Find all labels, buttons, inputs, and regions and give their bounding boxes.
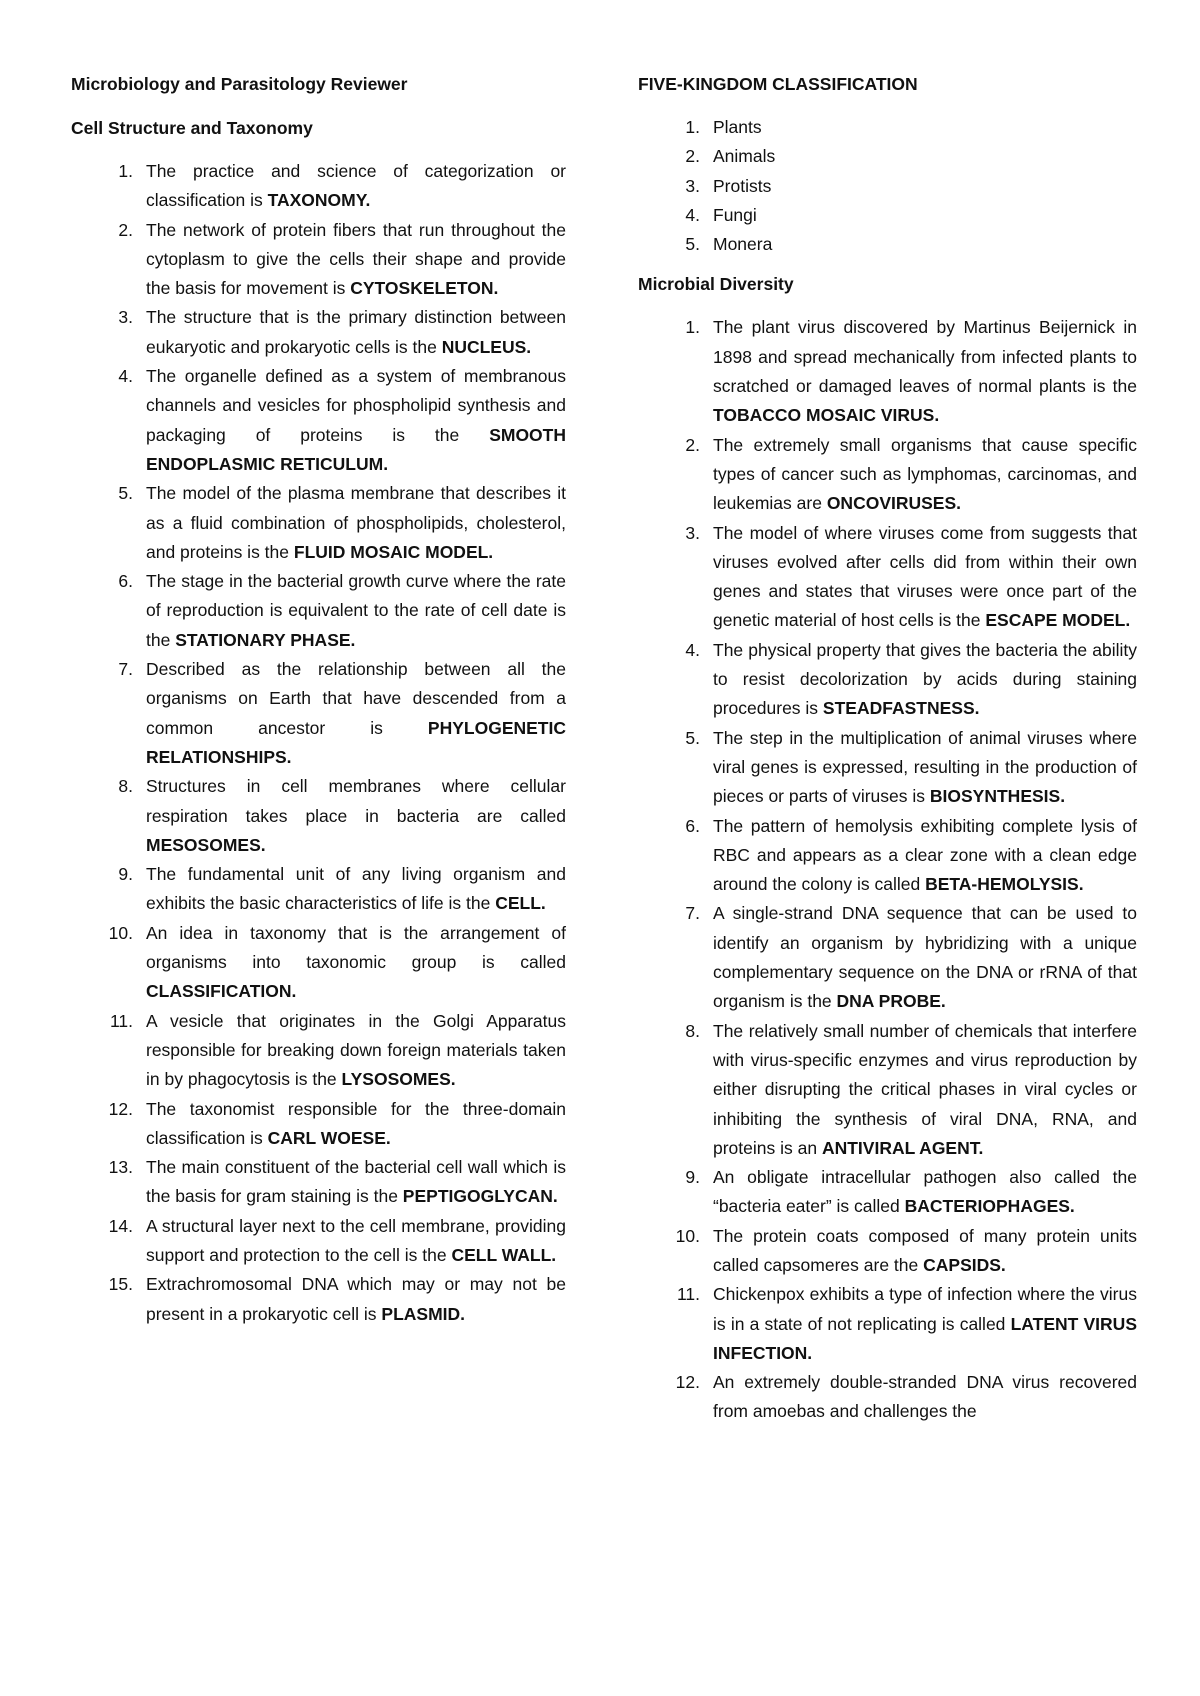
item-number: 10. bbox=[675, 1225, 700, 1246]
item-number: 2. bbox=[685, 434, 700, 455]
item-text bbox=[146, 655, 566, 772]
item-number: 4. bbox=[685, 204, 700, 225]
item-number: 5. bbox=[685, 234, 700, 255]
question-text: The main constituent of the bacterial cell wall which is the basis for gram staining is the bbox=[146, 1157, 566, 1207]
item-number: 14. bbox=[108, 1215, 133, 1236]
question-text: Extrachromosomal DNA which may or may not be present in a prokaryotic cell is bbox=[146, 1274, 566, 1324]
list-item bbox=[71, 216, 566, 304]
list-item bbox=[638, 636, 1137, 724]
item-number: 12. bbox=[108, 1098, 133, 1119]
question-text: The model of the plasma membrane that describes it as a fluid combination of phospholipids, cholesterol, and proteins is the bbox=[146, 483, 566, 562]
left-column bbox=[71, 70, 566, 1329]
question-list-cell-structure bbox=[71, 157, 566, 1329]
question-text: A structural layer next to the cell membrane, providing support and protection to the cell is the bbox=[146, 1215, 566, 1265]
item-number: 3. bbox=[685, 175, 700, 196]
item-number: 9. bbox=[118, 864, 133, 885]
answer-text: CLASSIFICATION. bbox=[146, 981, 297, 1002]
item-number: 1. bbox=[685, 117, 700, 137]
list-item bbox=[638, 519, 1137, 636]
item-text bbox=[146, 1007, 566, 1095]
item-number: 2. bbox=[118, 219, 133, 240]
item-text bbox=[713, 1280, 1137, 1368]
question-text: The organelle defined as a system of membranous channels and vesicles for phospholipid synthesis and packaging of proteins is the bbox=[146, 366, 566, 445]
item-text bbox=[146, 1212, 566, 1271]
document-title: Microbiology and Parasitology Reviewer bbox=[71, 74, 408, 94]
list-item bbox=[638, 1017, 1137, 1163]
item-text bbox=[713, 113, 1137, 142]
item-text bbox=[146, 919, 566, 1007]
item-text bbox=[713, 1368, 1137, 1427]
item-text bbox=[146, 479, 566, 567]
question-text: The extremely small organisms that cause specific types of cancer such as lymphomas, carcinomas, and leukemias are bbox=[713, 434, 1137, 514]
list-item bbox=[71, 919, 566, 1007]
item-number: 12. bbox=[675, 1372, 700, 1393]
question-text: The practice and science of categorization or classification is bbox=[146, 161, 566, 211]
item-number: 8. bbox=[685, 1020, 700, 1041]
answer-text: DNA PROBE. bbox=[836, 991, 946, 1012]
section-heading-microbial-diversity: Microbial Diversity bbox=[638, 274, 794, 295]
item-number: 3. bbox=[685, 522, 700, 543]
list-item bbox=[71, 655, 566, 772]
question-text: Fungi bbox=[713, 204, 757, 225]
question-text: The structure that is the primary distinction between eukaryotic and prokaryotic cells is the bbox=[146, 307, 566, 357]
answer-text: CYTOSKELETON. bbox=[350, 278, 499, 299]
question-text: The physical property that gives the bacteria the ability to resist decolorization by acids during staining procedures is bbox=[713, 639, 1137, 719]
question-text: Structures in cell membranes where cellular respiration takes place in bacteria are called bbox=[146, 776, 566, 826]
item-number: 15. bbox=[108, 1274, 133, 1295]
item-number: 1. bbox=[685, 317, 700, 338]
list-item bbox=[638, 899, 1137, 1016]
question-text: An extremely double-stranded DNA virus recovered from amoebas and challenges the bbox=[713, 1372, 1137, 1422]
list-item bbox=[71, 1095, 566, 1154]
item-number: 4. bbox=[685, 639, 700, 660]
list-item bbox=[638, 172, 1137, 201]
list-item bbox=[71, 1212, 566, 1271]
list-item bbox=[71, 479, 566, 567]
question-text: The relatively small number of chemicals that interfere with virus-specific enzymes and virus reproduction by either disrupting the critical phases in viral cycles or inhibiting the synthesis of viral DNA, RNA, and proteins is an bbox=[713, 1020, 1137, 1158]
question-text: Protists bbox=[713, 175, 772, 196]
item-text bbox=[713, 812, 1137, 900]
question-text: Plants bbox=[713, 117, 762, 137]
list-item bbox=[71, 1153, 566, 1212]
item-text bbox=[146, 1270, 566, 1329]
list-item bbox=[71, 157, 566, 216]
item-text bbox=[713, 142, 1137, 171]
item-text bbox=[713, 636, 1137, 724]
answer-text: MESOSOMES. bbox=[146, 834, 266, 855]
item-text bbox=[146, 157, 566, 216]
item-text bbox=[146, 772, 566, 860]
list-item bbox=[638, 113, 1137, 142]
list-item bbox=[638, 313, 1137, 430]
item-text bbox=[146, 860, 566, 919]
item-text bbox=[713, 1163, 1137, 1222]
item-text bbox=[146, 303, 566, 362]
question-text: Chickenpox exhibits a type of infection where the virus is in a state of not replicating is called bbox=[713, 1284, 1137, 1334]
item-text bbox=[146, 216, 566, 304]
question-text: A single-strand DNA sequence that can be used to identify an organism by hybridizing with a unique complementary sequence on the DNA or rRNA of that organism is the bbox=[713, 903, 1137, 1012]
item-number: 11. bbox=[676, 1284, 700, 1305]
item-text bbox=[146, 567, 566, 655]
question-text: Described as the relationship between all the organisms on Earth that have descended from a common ancestor is bbox=[146, 659, 566, 738]
item-text bbox=[713, 1222, 1137, 1281]
list-item bbox=[638, 431, 1137, 519]
question-text: The fundamental unit of any living organism and exhibits the basic characteristics of life is the bbox=[146, 864, 566, 914]
list-item bbox=[638, 230, 1137, 259]
answer-text: CARL WOESE. bbox=[267, 1127, 391, 1148]
item-text bbox=[713, 313, 1137, 430]
list-item bbox=[638, 1163, 1137, 1222]
answer-text: LATENT VIRUS INFECTION. bbox=[713, 1313, 1137, 1363]
answer-text: TOBACCO MOSAIC VIRUS. bbox=[713, 405, 940, 426]
question-text: An obligate intracellular pathogen also called the “bacteria eater” is called bbox=[713, 1167, 1137, 1217]
question-text: The pattern of hemolysis exhibiting complete lysis of RBC and appears as a clear zone with a clean edge around the colony is called bbox=[713, 815, 1137, 895]
item-text bbox=[713, 899, 1137, 1016]
item-number: 5. bbox=[118, 483, 133, 504]
item-text bbox=[146, 362, 566, 479]
item-text bbox=[713, 172, 1137, 201]
answer-text: SMOOTH ENDOPLASMIC RETICULUM. bbox=[146, 424, 566, 474]
list-item bbox=[71, 303, 566, 362]
question-text: A vesicle that originates in the Golgi Apparatus responsible for breaking down foreign materials taken in by phagocytosis is the bbox=[146, 1010, 566, 1090]
answer-text: ANTIVIRAL AGENT. bbox=[821, 1137, 984, 1158]
question-text: The taxonomist responsible for the three-domain classification is bbox=[146, 1098, 566, 1148]
answer-text: STEADFASTNESS. bbox=[822, 698, 980, 719]
list-item bbox=[638, 1368, 1137, 1427]
item-text bbox=[713, 431, 1137, 519]
question-text: Animals bbox=[713, 146, 776, 167]
item-number: 7. bbox=[118, 659, 133, 680]
list-item bbox=[71, 362, 566, 479]
answer-text: CAPSIDS. bbox=[923, 1254, 1006, 1275]
list-item bbox=[638, 1222, 1137, 1281]
list-item bbox=[71, 1270, 566, 1329]
answer-text: PHYLOGENETIC RELATIONSHIPS. bbox=[146, 717, 566, 767]
question-text: The model of where viruses come from suggests that viruses evolved after cells did from within their own genes and states that viruses were once part of the genetic material of host cells is the bbox=[713, 522, 1137, 631]
item-text bbox=[713, 519, 1137, 636]
right-column bbox=[638, 70, 1137, 1427]
item-number: 6. bbox=[118, 571, 133, 592]
item-number: 11. bbox=[109, 1010, 133, 1031]
question-text: The protein coats composed of many protein units called capsomeres are the bbox=[713, 1225, 1137, 1275]
item-text bbox=[146, 1153, 566, 1212]
item-number: 10. bbox=[108, 922, 133, 943]
question-text: The network of protein fibers that run throughout the cytoplasm to give the cells their shape and provide the basis for movement is bbox=[146, 219, 566, 299]
answer-text: BACTERIOPHAGES. bbox=[904, 1196, 1075, 1217]
answer-text: STATIONARY PHASE. bbox=[175, 629, 356, 650]
item-number: 6. bbox=[685, 815, 700, 836]
section-heading-five-kingdom: FIVE-KINGDOM CLASSIFICATION bbox=[638, 74, 918, 94]
question-text: Monera bbox=[713, 234, 773, 255]
item-number: 1. bbox=[118, 161, 133, 181]
answer-text: CELL WALL. bbox=[451, 1244, 557, 1265]
list-item bbox=[638, 1280, 1137, 1368]
item-number: 7. bbox=[685, 903, 700, 924]
item-number: 5. bbox=[685, 727, 700, 748]
list-item bbox=[638, 201, 1137, 230]
answer-text: ONCOVIRUSES. bbox=[826, 493, 962, 514]
question-text: The stage in the bacterial growth curve where the rate of reproduction is equivalent to the rate of cell date is the bbox=[146, 571, 566, 650]
answer-text: BETA-HEMOLYSIS. bbox=[925, 874, 1084, 895]
list-item bbox=[71, 567, 566, 655]
answer-text: NUCLEUS. bbox=[441, 336, 532, 357]
answer-text: LYSOSOMES. bbox=[341, 1069, 456, 1090]
section-heading-cell-structure: Cell Structure and Taxonomy bbox=[71, 118, 313, 138]
item-number: 8. bbox=[118, 776, 133, 797]
item-number: 4. bbox=[118, 366, 133, 387]
answer-text: PLASMID. bbox=[381, 1303, 466, 1324]
list-item bbox=[71, 1007, 566, 1095]
item-number: 13. bbox=[108, 1157, 133, 1178]
answer-text: PEPTIGOGLYCAN. bbox=[402, 1186, 558, 1207]
answer-text: BIOSYNTHESIS. bbox=[929, 786, 1066, 807]
item-number: 2. bbox=[685, 146, 700, 167]
question-text: The plant virus discovered by Martinus Beijernick in 1898 and spread mechanically from infected plants to scratched or damaged leaves of normal plants is the bbox=[713, 317, 1137, 397]
item-text bbox=[713, 724, 1137, 812]
answer-text: CELL. bbox=[495, 893, 546, 914]
kingdom-list bbox=[638, 113, 1137, 259]
item-text bbox=[713, 230, 1137, 259]
item-text bbox=[146, 1095, 566, 1154]
question-text: An idea in taxonomy that is the arrangement of organisms into taxonomic group is called bbox=[146, 922, 566, 973]
item-number: 9. bbox=[685, 1167, 700, 1188]
answer-text: TAXONOMY. bbox=[267, 190, 371, 211]
list-item bbox=[638, 812, 1137, 900]
item-number: 3. bbox=[118, 307, 133, 328]
question-list-microbial-diversity bbox=[638, 313, 1137, 1426]
list-item bbox=[638, 142, 1137, 171]
list-item bbox=[71, 860, 566, 919]
list-item bbox=[638, 724, 1137, 812]
item-text bbox=[713, 1017, 1137, 1163]
item-text bbox=[713, 201, 1137, 230]
answer-text: ESCAPE MODEL. bbox=[985, 610, 1131, 631]
answer-text: FLUID MOSAIC MODEL. bbox=[293, 541, 494, 562]
question-text: The step in the multiplication of animal viruses where viral genes is expressed, resulting in the production of pieces or parts of viruses is bbox=[713, 727, 1137, 807]
list-item bbox=[71, 772, 566, 860]
